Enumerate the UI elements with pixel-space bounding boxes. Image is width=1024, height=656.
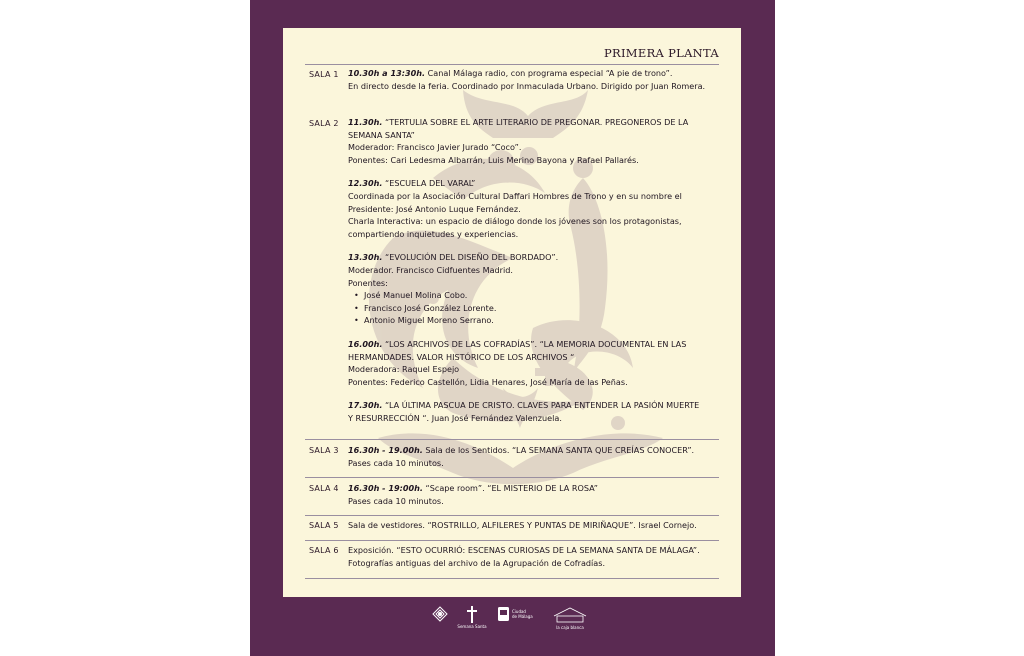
sala-2-content: [348, 116, 720, 424]
event-time: 16.00h.: [348, 338, 383, 349]
event-text: Fotografías antiguas del archivo de la Agrupación de Cofradías.: [348, 557, 606, 568]
event-text: Canal Málaga radio, con programa especial “A pie de trono”.: [425, 68, 673, 78]
list-item: • Antonio Miguel Moreno Serrano.: [348, 314, 720, 327]
event: [348, 116, 720, 166]
moderator: Moderador: Francisco Javier Jurado “Coco”.: [348, 142, 522, 153]
list-item: • Francisco José González Lorente.: [348, 302, 720, 315]
event-text: Coordinada por la Asociación Cultural Daffari Hombres de Trono y en su nombre el: [348, 190, 682, 201]
sala-label: SALA 6: [309, 546, 339, 555]
divider: [305, 515, 719, 516]
event-title: “LOS ARCHIVOS DE LAS COFRADÍAS”. “LA MEMORIA DOCUMENTAL EN LAS: [382, 338, 687, 349]
event-title: “EVOLUCIÓN DEL DISEÑO DEL BORDADO”.: [382, 252, 559, 263]
moderator: Moderadora: Raquel Espejo: [348, 364, 460, 375]
event-title: “LA ÚLTIMA PASCUA DE CRISTO. CLAVES PARA ENTENDER LA PASIÓN MUERTE: [382, 400, 700, 411]
event: [348, 338, 720, 388]
event-time: 12.30h.: [348, 178, 383, 189]
divider: [305, 578, 719, 579]
event-title: HERMANDADES. VALOR HISTÓRICO DE LOS ARCHIVOS “: [348, 351, 575, 362]
speakers: Ponentes: Federico Castellón, Lidia Henares, José María de las Peñas.: [348, 376, 628, 387]
event-time: 16.30h - 19.00h.: [348, 445, 423, 455]
logo-caption: de Málaga: [512, 614, 533, 619]
sala-label: SALA 4: [309, 484, 339, 493]
event: [348, 251, 720, 327]
event-time: 10.30h a 13:30h.: [348, 68, 426, 78]
event-text: Pases cada 10 minutos.: [348, 495, 444, 506]
event-text: compartiendo inquietudes y experiencias.: [348, 228, 519, 239]
event: [348, 399, 720, 424]
sala-1-content: [348, 67, 720, 92]
sala-5-content: [348, 519, 720, 532]
logo-caption: Ciudad: [512, 609, 526, 614]
speakers: Ponentes: Cari Ledesma Albarrán, Luis Merino Bayona y Rafael Pallarés.: [348, 154, 639, 165]
event-time: 17.30h.: [348, 400, 383, 411]
sala-label: SALA 3: [309, 446, 339, 455]
event: [348, 177, 720, 240]
divider: [305, 540, 719, 541]
logo-caption: Semana Santa: [457, 624, 487, 629]
event-title: “TERTULIA SOBRE EL ARTE LITERARIO DE PREGONAR. PREGONEROS DE LA: [382, 117, 689, 127]
event-text: Presidente: José Antonio Luque Fernández.: [348, 203, 521, 214]
event-text: Charla Interactiva: un espacio de diálogo donde los jóvenes son los protagonistas,: [348, 216, 682, 227]
event-time: 11.30h.: [348, 117, 383, 127]
event-time: 16.30h - 19:00h.: [348, 483, 423, 493]
logo-caption: la caja blanca: [556, 625, 584, 630]
divider: [305, 439, 719, 440]
event-time: 13.30h.: [348, 252, 383, 263]
ciudad-malaga-logo: [498, 607, 533, 621]
event-text: Sala de vestidores. “ROSTRILLO, ALFILERES Y PUNTAS DE MIRIÑAQUE”. Israel Cornejo.: [348, 520, 697, 530]
sala-4-content: [348, 482, 720, 507]
list-item: • José Manuel Molina Cobo.: [348, 289, 720, 302]
event-title: Y RESURRECCIÓN “. Juan José Fernández Valenzuela.: [348, 412, 562, 423]
event-title: “ESCUELA DEL VARAL”: [382, 178, 476, 189]
sponsor-logos: [432, 604, 592, 632]
sala-3-content: [348, 444, 720, 469]
sala-label: SALA 1: [309, 70, 339, 79]
sala-label: SALA 2: [309, 119, 339, 128]
event-text: “Scape room”. “EL MISTERIO DE LA ROSA”: [422, 483, 598, 493]
event-text: Exposición. “ESTO OCURRIÓ: ESCENAS CURIOSAS DE LA SEMANA SANTA DE MÁLAGA”.: [348, 545, 700, 555]
event-text: En directo desde la feria. Coordinado por Inmaculada Urbano. Dirigido por Juan Romera.: [348, 80, 706, 91]
sala-6-content: [348, 544, 720, 569]
speakers-list: [348, 289, 720, 327]
divider: [305, 477, 719, 478]
event-text: Sala de los Sentidos. “LA SEMANA SANTA QUE CREÍAS CONOCER”.: [422, 445, 695, 455]
event-text: Pases cada 10 minutos.: [348, 457, 444, 468]
event-title: SEMANA SANTA”: [348, 129, 415, 140]
sala-label: SALA 5: [309, 521, 339, 530]
agrupacion-logo: [433, 607, 447, 621]
page-title: PRIMERA PLANTA: [603, 46, 719, 60]
caja-blanca-logo: [554, 608, 586, 630]
cross-logo: [457, 606, 487, 629]
divider: [305, 64, 719, 65]
speakers-label: Ponentes:: [348, 277, 388, 288]
moderator: Moderador. Francisco Cidfuentes Madrid.: [348, 264, 513, 275]
